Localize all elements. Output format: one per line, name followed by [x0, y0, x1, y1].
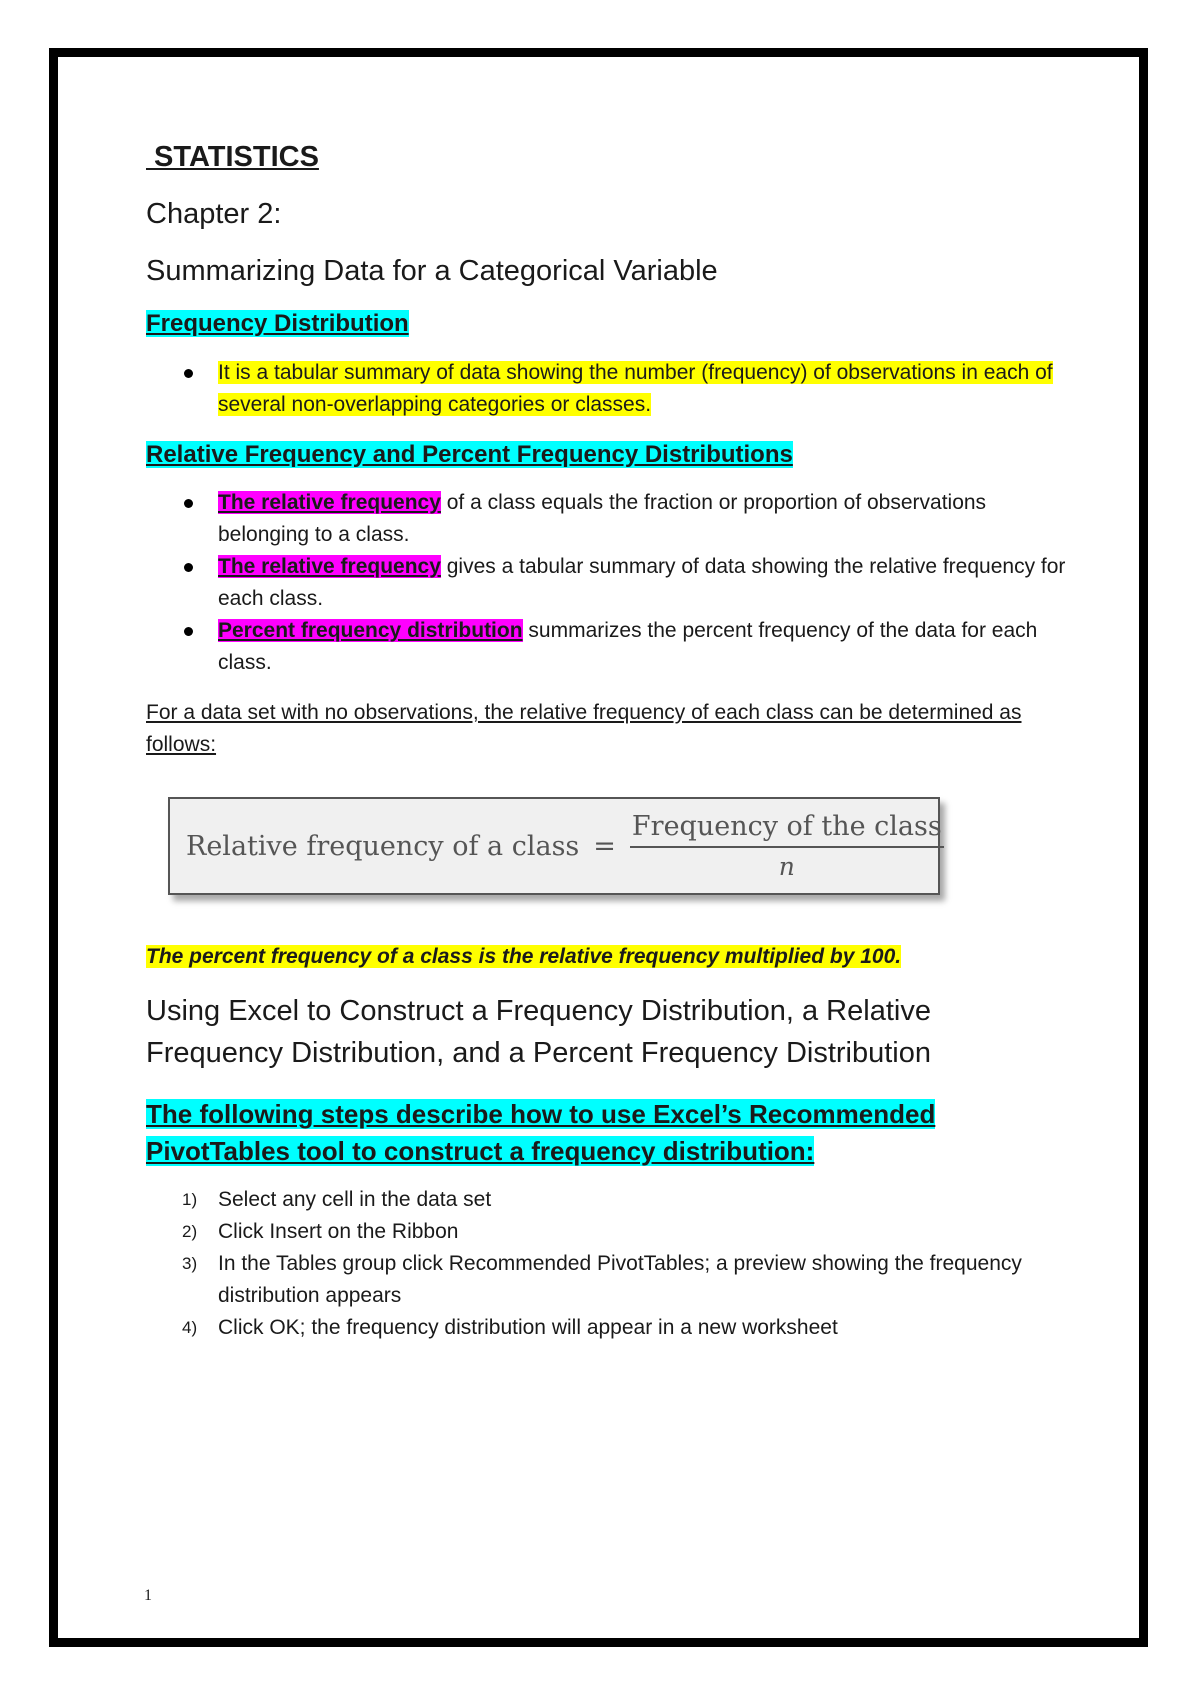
percent-frequency-note: [146, 943, 1076, 970]
percent-frequency-note-text: The percent frequency of a class is the relative frequency multiplied by 100.: [146, 945, 902, 969]
list-item-text: summarizes the percent frequency of the data for each class.: [218, 619, 1038, 675]
highlighted-term: Percent frequency distribution: [218, 619, 523, 643]
list-item: [146, 1216, 1076, 1248]
step-text: In the Tables group click Recommended PivotTables; a preview showing the frequency distribution appears: [218, 1252, 1022, 1308]
relative-frequency-note: For a data set with no observations, the relative frequency of each class can be determined as follows:: [146, 701, 1022, 757]
steps-heading-text: The following steps describe how to use Excel’s Recommended PivotTables tool to construct a frequency distribution:: [146, 1099, 936, 1167]
bullet-icon: [184, 563, 193, 572]
list-item: [146, 615, 1076, 679]
list-item-text: of a class equals the fraction or proportion of observations belonging to a class.: [218, 491, 987, 547]
list-item-text: It is a tabular summary of data showing the number (frequency) of observations in each of several non-overlapping categories or classes.: [218, 360, 1053, 416]
excel-section-heading: Using Excel to Construct a Frequency Distribution, a Relative Frequency Distribution, and a Percent Frequency Distribution: [146, 995, 931, 1070]
formula-equals: =: [593, 830, 616, 862]
formula-denominator: n: [778, 852, 795, 882]
section-title: Summarizing Data for a Categorical Variable: [146, 254, 718, 287]
frequency-distribution-heading: [146, 308, 1076, 340]
step-text: Click OK; the frequency distribution will appear in a new worksheet: [218, 1316, 838, 1340]
step-number: 4): [182, 1318, 198, 1338]
highlighted-term: The relative frequency: [218, 491, 441, 515]
formula-lhs: Relative frequency of a class: [186, 830, 580, 862]
highlighted-term: The relative frequency: [218, 555, 441, 579]
steps-heading: [146, 1096, 1076, 1170]
list-item: [146, 1248, 1076, 1312]
step-text: Click Insert on the Ribbon: [218, 1220, 459, 1244]
list-item: [146, 1184, 1076, 1216]
page-content: [146, 140, 1076, 1344]
formula-numerator: Frequency of the class: [630, 811, 944, 848]
list-item-text: gives a tabular summary of data showing the relative frequency for each class.: [218, 555, 1066, 611]
document-title: STATISTICS: [146, 141, 319, 173]
step-number: 2): [182, 1222, 198, 1242]
page-number: 1: [144, 1587, 152, 1604]
step-number: 1): [182, 1190, 198, 1210]
relative-frequency-list: [146, 487, 1076, 679]
list-item: [146, 487, 1076, 551]
bullet-icon: [184, 627, 193, 636]
relative-frequency-heading-text: Relative Frequency and Percent Frequency Distributions: [146, 440, 793, 468]
step-text: Select any cell in the data set: [218, 1188, 492, 1212]
bullet-icon: [184, 499, 193, 508]
frequency-distribution-list: [146, 357, 1076, 421]
list-item: [146, 357, 1076, 421]
list-item: [146, 551, 1076, 615]
frequency-distribution-heading-text: Frequency Distribution: [146, 310, 409, 338]
formula-fraction: [630, 811, 944, 881]
chapter-label: Chapter 2:: [146, 197, 282, 230]
list-item: [146, 1312, 1076, 1344]
formula-box: [168, 797, 940, 895]
steps-list: [146, 1184, 1076, 1344]
relative-frequency-heading: [146, 439, 1076, 471]
step-number: 3): [182, 1254, 198, 1274]
bullet-icon: [184, 369, 193, 378]
